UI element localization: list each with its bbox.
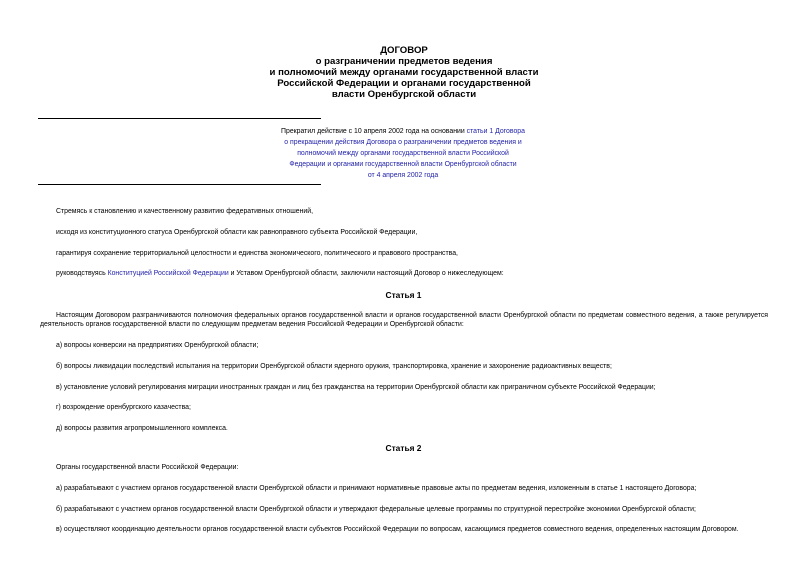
article-2-text: Органы государственной власти Российской Федерации:	[56, 464, 239, 471]
intro-paragraph: Стремясь к становлению и качественному развитию федеративных отношений,	[56, 208, 313, 215]
intro-text: руководствуясь	[56, 270, 108, 277]
title-line: и полномочий между органами государственной власти	[269, 67, 539, 78]
note-link-line[interactable]: Федерации и органами государственной власти Оренбургской области	[289, 161, 517, 168]
bottom-divider	[38, 184, 321, 185]
list-item: г) возрождение оренбургского казачества;	[56, 404, 191, 411]
list-item: в) установление условий регулирования миграции иностранных граждан и лиц без гражданства на территории Оренбургской области как приграничном субъекте Российской Федерации;	[56, 384, 656, 391]
list-item: б) вопросы ликвидации последствий испытания на территории Оренбургской области ядерного оружия, транспортировка, хранение и захоронение радиоактивных веществ;	[56, 363, 612, 370]
note-link-line[interactable]: о прекращении действия Договора о разграничении предметов ведения и	[284, 139, 522, 146]
intro-paragraph: гарантируя сохранение территориальной целостности и единства экономического, политического и правового пространства,	[56, 250, 458, 257]
note-link-line[interactable]: полномочий между органами государственной власти Российской	[297, 150, 509, 157]
list-item: в) осуществляют координацию деятельности органов государственной власти субъектов Российской Федерации по вопросам, касающимся предметов совместного ведения, определенных настоящим Договором.	[56, 526, 739, 533]
note-link-line[interactable]: от 4 апреля 2002 года	[367, 172, 439, 179]
article-1-heading: Статья 1	[385, 290, 422, 300]
article-1-link[interactable]: статьи 1 Договора	[466, 128, 525, 135]
status-note	[258, 126, 548, 181]
list-item: а) вопросы конверсии на предприятиях Оренбургской области;	[56, 342, 259, 349]
document-title	[180, 45, 628, 100]
title-line: Российской Федерации и органами государственной	[277, 78, 531, 89]
note-text: Прекратил действие с 10 апреля 2002 года на основании	[281, 128, 467, 135]
top-divider	[38, 118, 321, 119]
intro-paragraph	[56, 269, 504, 278]
title-line: ДОГОВОР	[380, 45, 428, 56]
intro-paragraph: исходя из конституционного статуса Оренбургской области как равноправного субъекта Российской Федерации,	[56, 229, 418, 236]
list-item: д) вопросы развития агропромышленного комплекса.	[56, 425, 228, 432]
title-line: о разграничении предметов ведения	[315, 56, 493, 67]
list-item: б) разрабатывают с участием органов государственной власти Оренбургской области и утверждают федеральные целевые программы по структурной перестройке экономики Оренбургской области;	[56, 506, 696, 513]
list-item: а) разрабатывают с участием органов государственной власти Оренбургской области и принимают нормативные правовые акты по предметам ведения, изложенным в статье 1 настоящего Договора;	[56, 485, 697, 492]
article-1-text: Настоящим Договором разграничиваются полномочия федеральных органов государственной власти и органов государственной власти Оренбургской области по предметам совместного ведения, а также регулируется деятельность органов государственной власти по следующим предметам ведения Российской Федерации и Оренбургской области:	[40, 312, 768, 328]
title-line: власти Оренбургской области	[331, 89, 477, 100]
article-2-heading: Статья 2	[385, 443, 422, 453]
intro-text: и Уставом Оренбургской области, заключили настоящий Договор о нижеследующем:	[228, 270, 504, 277]
constitution-link[interactable]: Конституцией Российской Федерации	[107, 270, 229, 277]
